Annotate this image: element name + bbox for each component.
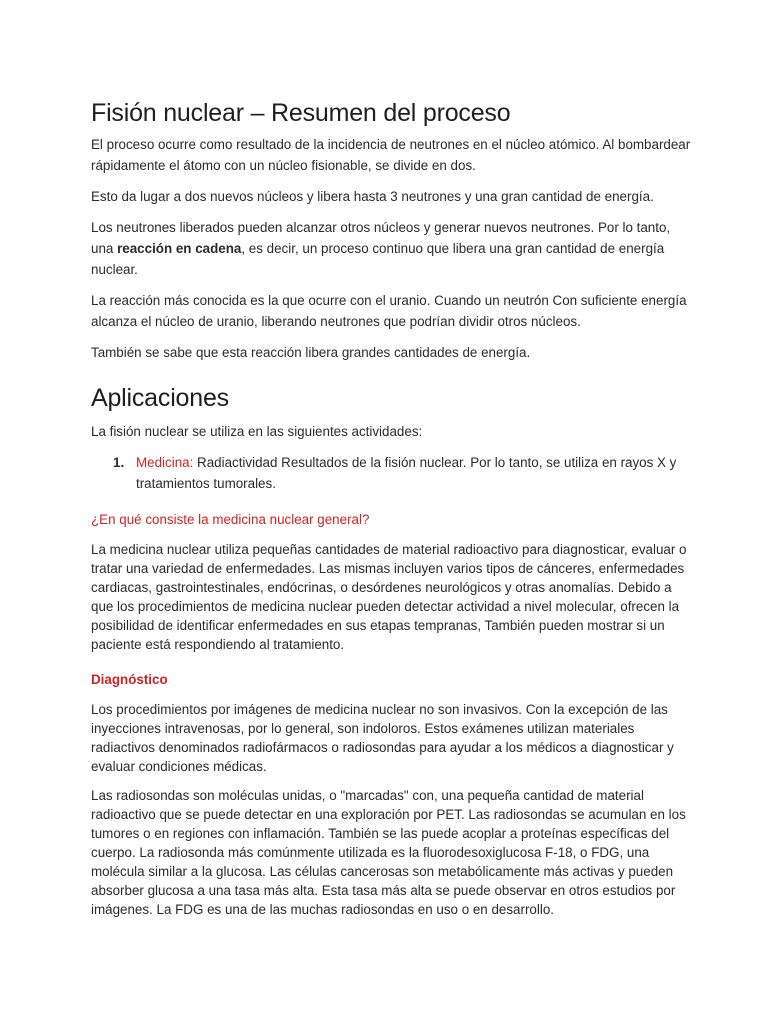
applications-intro: La fisión nuclear se utiliza en las siguientes actividades: [91,424,423,439]
intro-3-text-start: Los neutrones liberados pueden alcanzar otros núcleos y generar nuevos neutrones. Por lo tanto, una [91,220,671,256]
nuclear-medicine-question-heading: ¿En qué consiste la medicina nuclear general? [91,512,370,527]
intro-paragraph-2: Esto da lugar a dos nuevos núcleos y libera hasta 3 neutrones y una gran cantidad de energía. [91,189,654,204]
diagnostico-paragraph-1: Los procedimientos por imágenes de medicina nuclear no son invasivos. Con la excepción de las inyecciones intravenosas, por lo general, son indoloros. Estos exámenes utilizan materiales radiactivos denominados radiofármacos o radiosondas para ayudar a los médicos a diagnosticar y evaluar condiciones médicas. [91,702,674,774]
page-title: Fisión nuclear – Resumen del proceso [91,99,511,127]
document-page [91,96,691,929]
list-item-number: 1. [113,455,125,470]
list-item-label-medicina: Medicina: [136,455,194,470]
list-item [113,452,691,494]
applications-list [91,452,691,494]
nuclear-medicine-paragraph: La medicina nuclear utiliza pequeñas cantidades de material radioactivo para diagnosticar, evaluar o tratar una variedad de enfermedades. Las mismas incluyen varios tipos de cánceres, enfermedades cardiacas, gastrointestinales, endócrinas, o desórdenes neurológicos y otras anomalías. Debido a que los procedimientos de medicina nuclear pueden detectar actividad a nivel molecular, ofrecen la posibilidad de identificar enfermedades en sus etapas tempranas, También pueden mostrar si un paciente está respondiendo al tratamiento. [91,542,687,652]
intro-paragraph-4: La reacción más conocida es la que ocurre con el uranio. Cuando un neutrón Con suficiente energía alcanza el núcleo de uranio, liberando neutrones que podrían dividir otros núcleos. [91,293,687,329]
diagnostico-paragraph-2: Las radiosondas son moléculas unidas, o "marcadas" con, una pequeña cantidad de material radioactivo que se puede detectar en una exploración por PET. Las radiosondas se acumulan en los tumores o en regiones con inflamación. También se las puede acoplar a proteínas específicas del cuerpo. La radiosonda más comúnmente utilizada es la fluorodesoxiglucosa F-18, o FDG, una molécula similar a la glucosa. Las células cancerosas son metabólicamente más activas y pueden absorber glucosa a una tasa más alta. Esta tasa más alta se puede observar en otros estudios por imágenes. La FDG es una de las muchas radiosondas en uso o en desarrollo. [91,788,686,917]
list-item-text: Radiactividad Resultados de la fisión nuclear. Por lo tanto, se utiliza en rayos X y tratamientos tumorales. [136,455,677,491]
intro-3-text-end: , es decir, un proceso continuo que libera una gran cantidad de energía nuclear. [91,241,665,277]
intro-paragraph-1: El proceso ocurre como resultado de la incidencia de neutrones en el núcleo atómico. Al bombardear rápidamente el átomo con un núcleo fisionable, se divide en dos. [91,137,691,173]
intro-paragraph-3 [91,217,691,280]
intro-paragraph-5: También se sabe que esta reacción libera grandes cantidades de energía. [91,345,531,360]
chain-reaction-term: reacción en cadena [117,241,242,256]
applications-heading: Aplicaciones [91,384,229,412]
diagnostico-heading: Diagnóstico [91,672,168,687]
